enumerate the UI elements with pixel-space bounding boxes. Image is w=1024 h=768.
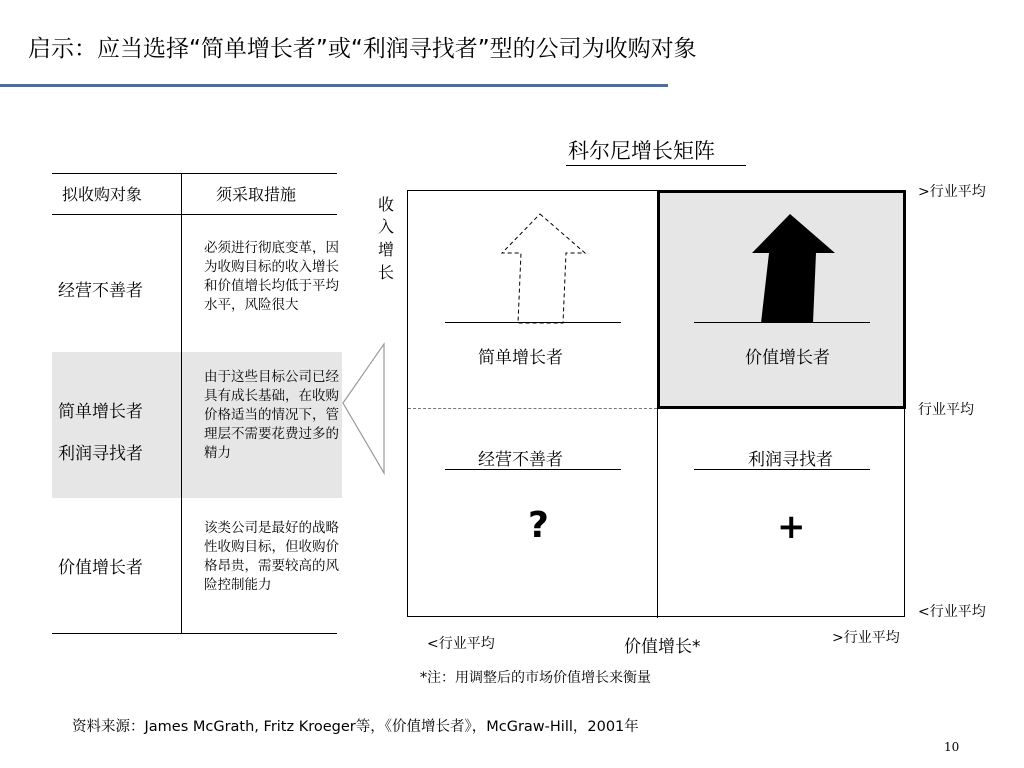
row-label-value-grower: 价值增长者 — [58, 558, 143, 578]
plus-icon: + — [777, 507, 806, 547]
quadrant-label-simple-grower: 简单增长者 — [478, 348, 563, 368]
y-axis-label-char-1: 收 — [378, 195, 395, 214]
acquisition-table — [52, 173, 342, 633]
quadrant-label-poor-performer: 经营不善者 — [478, 450, 563, 470]
ref-y-bottom: <行业平均 — [918, 604, 986, 620]
y-axis-label-char-3: 增 — [378, 240, 395, 259]
slide-title: 启示：应当选择“简单增长者”或“利润寻找者”型的公司为收购对象 — [28, 36, 697, 62]
question-mark-icon: ? — [528, 505, 549, 546]
top-right-rule — [694, 322, 870, 323]
table-header-measures: 须采取措施 — [216, 185, 297, 204]
solid-up-arrow-icon — [748, 211, 838, 326]
matrix-horizontal-divider — [408, 408, 657, 409]
top-left-rule — [445, 322, 621, 323]
matrix-vertical-divider — [657, 409, 658, 618]
row-label-profit-seeker: 利润寻找者 — [58, 444, 143, 464]
matrix-title: 科尔尼增长矩阵 — [568, 139, 715, 163]
callout-triangle — [340, 340, 390, 480]
matrix-title-underline — [566, 165, 746, 166]
source-citation: 资料来源：James McGrath, Fritz Kroeger等，《价值增长者》，McGraw-Hill，2001年 — [72, 719, 639, 735]
row-note-value-grower: 该类公司是最好的战略性收购目标，但收购价格昂贵，需要较高的风险控制能力 — [204, 520, 339, 593]
x-axis-label: 价值增长* — [624, 637, 701, 657]
table-column-divider — [181, 173, 182, 633]
ref-x-right: >行业平均 — [832, 630, 900, 646]
row-label-simple-grower: 简单增长者 — [58, 402, 143, 422]
table-top-rule — [52, 173, 337, 174]
row-note-poor-performer: 必须进行彻底变革，因为收购目标的收入增长和价值增长均低于平均水平，风险很大 — [204, 240, 339, 313]
table-header-rule — [52, 214, 337, 215]
ref-y-mid: 行业平均 — [918, 402, 974, 418]
y-axis-label-char-2: 入 — [378, 217, 395, 236]
bottom-right-rule — [694, 469, 870, 470]
dashed-up-arrow-icon — [498, 211, 588, 326]
table-header-target: 拟收购对象 — [62, 185, 143, 204]
footnote: *注：用调整后的市场价值增长来衡量 — [420, 670, 651, 686]
quadrant-label-value-grower: 价值增长者 — [745, 348, 830, 368]
ref-x-left: <行业平均 — [427, 636, 495, 652]
bottom-left-rule — [445, 469, 621, 470]
page-number: 10 — [944, 740, 960, 754]
y-axis-label-char-4: 长 — [378, 263, 395, 282]
table-bottom-rule — [52, 633, 337, 634]
row-note-growers: 由于这些目标公司已经具有成长基础，在收购价格适当的情况下，管理层不需要花费过多的精力 — [204, 369, 339, 461]
quadrant-label-profit-seeker: 利润寻找者 — [748, 450, 833, 470]
row-label-poor-performer: 经营不善者 — [58, 281, 143, 301]
ref-y-top: >行业平均 — [918, 184, 986, 200]
matrix-vertical-divider-top — [657, 191, 658, 409]
growth-matrix — [407, 190, 905, 617]
title-underline — [0, 84, 668, 87]
